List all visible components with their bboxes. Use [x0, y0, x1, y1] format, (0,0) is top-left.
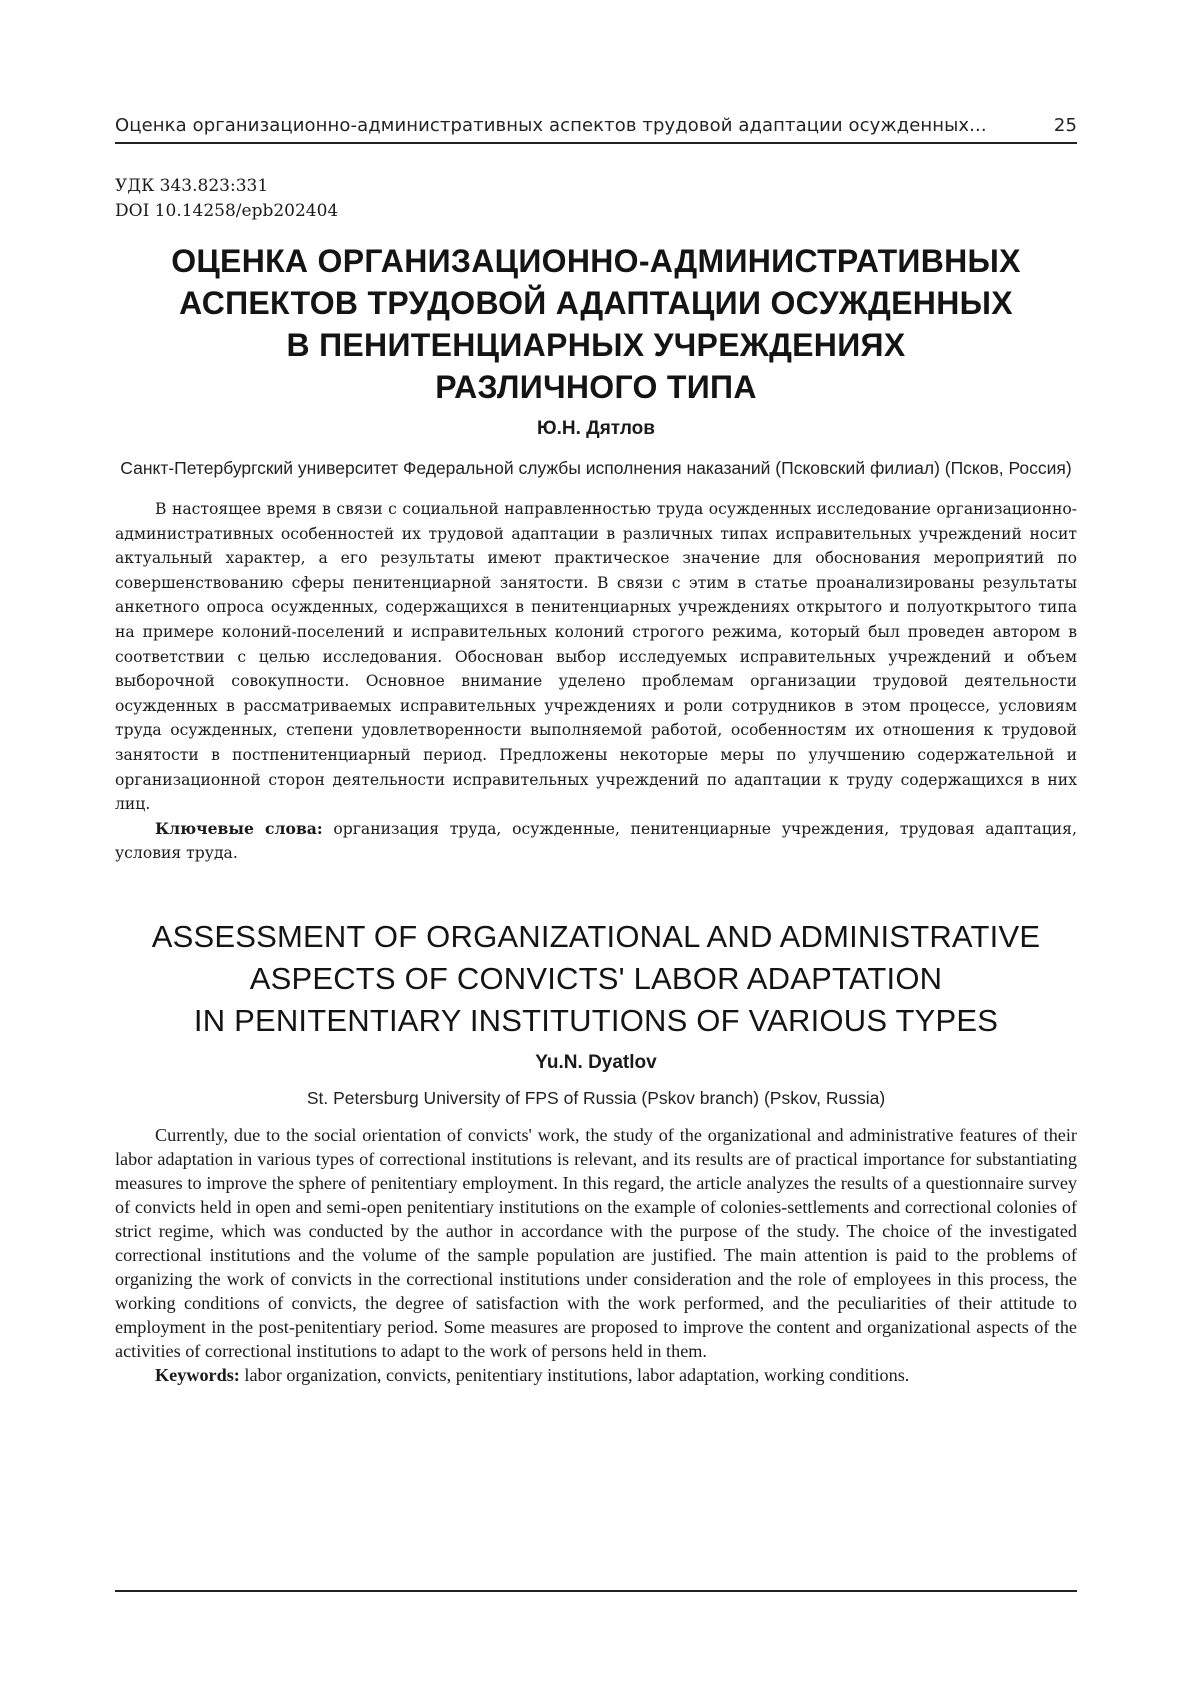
keywords-text: labor organization, convicts, penitentiary institutions, labor adaptation, working conditions. — [244, 1364, 910, 1385]
keywords-russian — [115, 817, 1077, 866]
title-english-line: ASSESSMENT OF ORGANIZATIONAL AND ADMINISTRATIVE — [151, 918, 1041, 954]
abstract-russian: В настоящее время в связи с социальной направленностью труда осужденных исследование организационно-административных особенностей их трудовой адаптации в различных типах исправительных учреждений носит актуальный характер, а его результаты имеют практическое значение для обоснования мероприятий по совершенствованию сферы пенитенциарной занятости. В связи с этим в статье проанализированы результаты анкетного опроса осужденных, содержащихся в пенитенциарных учреждениях открытого и полуоткрытого типа на примере колоний-поселений и исправительных колоний строгого режима, который был проведен автором в соответствии с целью исследования. Обоснован выбор исследуемых исправительных учреждений и объем выборочной совокупности. Основное внимание уделено проблемам организации трудовой деятельности осужденных в рассматриваемых исправительных учреждениях и роли сотрудников в этом процессе, условиям труда осужденных, степени удовлетворенности выполняемой работой, особенностям их отношения к трудовой занятости в постпенитенциарный период. Предложены некоторые меры по улучшению содержательной и организационной сторон деятельности исправительных учреждений по адаптации к труду содержащихся в них лиц. — [115, 500, 1077, 814]
keywords-label: Ключевые слова: — [155, 818, 323, 838]
title-russian — [115, 240, 1077, 408]
running-title: Оценка организационно-административных аспектов трудовой адаптации осужденных... — [115, 115, 987, 136]
page-number: 25 — [1053, 115, 1077, 136]
title-english-line: IN PENITENTIARY INSTITUTIONS OF VARIOUS TYPES — [193, 1002, 999, 1038]
doi: DOI 10.14258/epb202404 — [115, 201, 339, 221]
title-russian-line: В ПЕНИТЕНЦИАРНЫХ УЧРЕЖДЕНИЯХ — [286, 327, 906, 363]
title-english-line: ASPECTS OF CONVICTS' LABOR ADAPTATION — [249, 960, 943, 996]
keywords-text: организация труда, осужденные, пенитенциарные учреждения, трудовая адаптация, условия труда. — [115, 819, 1077, 863]
abstract-english: Currently, due to the social orientation of convicts' work, the study of the organizational and administrative features of their labor adaptation in various types of correctional institutions is relevant, and its results are of practical importance for substantiating measures to improve the sphere of penitentiary employment. In this regard, the article analyzes the results of a questionnaire survey of convicts held in open and semi-open penitentiary institutions on the example of colonies-settlements and correctional colonies of strict regime, which was conducted by the author in accordance with the purpose of the study. The choice of the investigated correctional institutions and the volume of the sample population are justified. The main attention is paid to the problems of organizing the work of convicts in the correctional institutions under consideration and the role of employees in this process, the working conditions of convicts, the degree of satisfaction with the work performed, and the peculiarities of their attitude to employment in the post-penitentiary period. Some measures are proposed to improve the content and organizational aspects of the activities of correctional institutions to adapt to the work of persons held in them. — [115, 1124, 1077, 1361]
article-meta — [115, 174, 1077, 224]
article-page — [115, 115, 1077, 1387]
affiliation-english: St. Petersburg University of FPS of Russia (Pskov branch) (Pskov, Russia) — [306, 1087, 886, 1108]
running-header — [115, 115, 1077, 144]
footer-rule — [115, 1590, 1077, 1592]
keywords-english — [115, 1363, 1077, 1387]
title-russian-line: АСПЕКТОВ ТРУДОВОЙ АДАПТАЦИИ ОСУЖДЕННЫХ — [179, 285, 1013, 321]
title-english — [115, 916, 1077, 1042]
title-russian-line: РАЗЛИЧНОГО ТИПА — [435, 369, 757, 405]
udk-code: УДК 343.823:331 — [115, 176, 269, 196]
title-russian-line: ОЦЕНКА ОРГАНИЗАЦИОННО-АДМИНИСТРАТИВНЫХ — [171, 243, 1021, 279]
author-english: Yu.N. Dyatlov — [535, 1051, 657, 1073]
keywords-label: Keywords: — [155, 1364, 240, 1385]
affiliation-russian: Санкт-Петербургский университет Федеральной службы исполнения наказаний (Псковский филиал) (Псков, Россия) — [120, 458, 1072, 478]
author-russian: Ю.Н. Дятлов — [537, 418, 655, 439]
